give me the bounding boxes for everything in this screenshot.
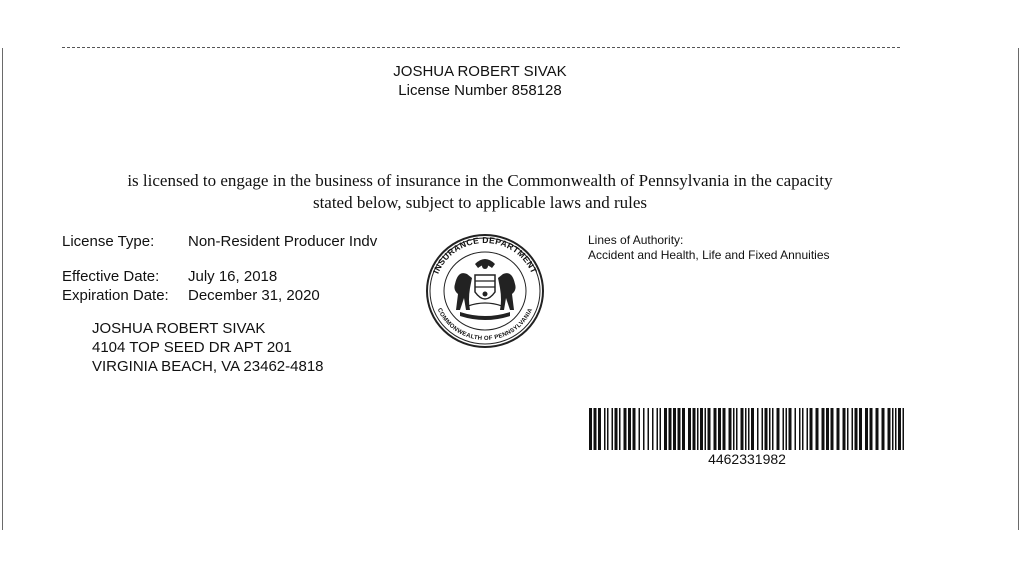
licensee-name-heading: JOSHUA ROBERT SIVAK (393, 63, 567, 80)
expiration-date-value: December 31, 2020 (188, 287, 320, 304)
effective-date-label: Effective Date: (62, 268, 160, 285)
insurance-department-seal-icon (420, 228, 550, 350)
lines-of-authority-value: Accident and Health, Life and Fixed Annuities (588, 248, 830, 262)
address-street: 4104 TOP SEED DR APT 201 (92, 339, 292, 356)
barcode-icon (587, 408, 907, 450)
address-city-state-zip: VIRGINIA BEACH, VA 23462-4818 (92, 358, 324, 375)
license-number-heading: License Number 858128 (398, 82, 562, 99)
barcode-number: 4462331982 (708, 451, 786, 467)
svg-text:INSURANCE DEPARTMENT: INSURANCE DEPARTMENT (430, 234, 540, 276)
address-name: JOSHUA ROBERT SIVAK (92, 320, 266, 337)
statement-line-1: is licensed to engage in the business of insurance in the Commonwealth of Pennsylvania in the capacity (127, 171, 833, 190)
statement-line-2: stated below, subject to applicable laws and rules (312, 193, 648, 212)
license-statement (30, 170, 930, 214)
license-type-value: Non-Resident Producer Indv (188, 233, 378, 250)
license-type-row (0, 232, 420, 251)
effective-date-row (0, 267, 420, 286)
svg-text:COMMONWEALTH OF PENNSYLVANIA: COMMONWEALTH OF PENNSYLVANIA (435, 307, 535, 343)
expiration-date-row (0, 286, 420, 305)
license-type-label: License Type: (62, 233, 155, 250)
lines-of-authority-title: Lines of Authority: (588, 233, 684, 247)
document-right-edge (1018, 48, 1019, 530)
effective-date-value: July 16, 2018 (188, 268, 278, 285)
expiration-date-label: Expiration Date: (62, 287, 169, 304)
cut-line-divider (62, 47, 900, 48)
